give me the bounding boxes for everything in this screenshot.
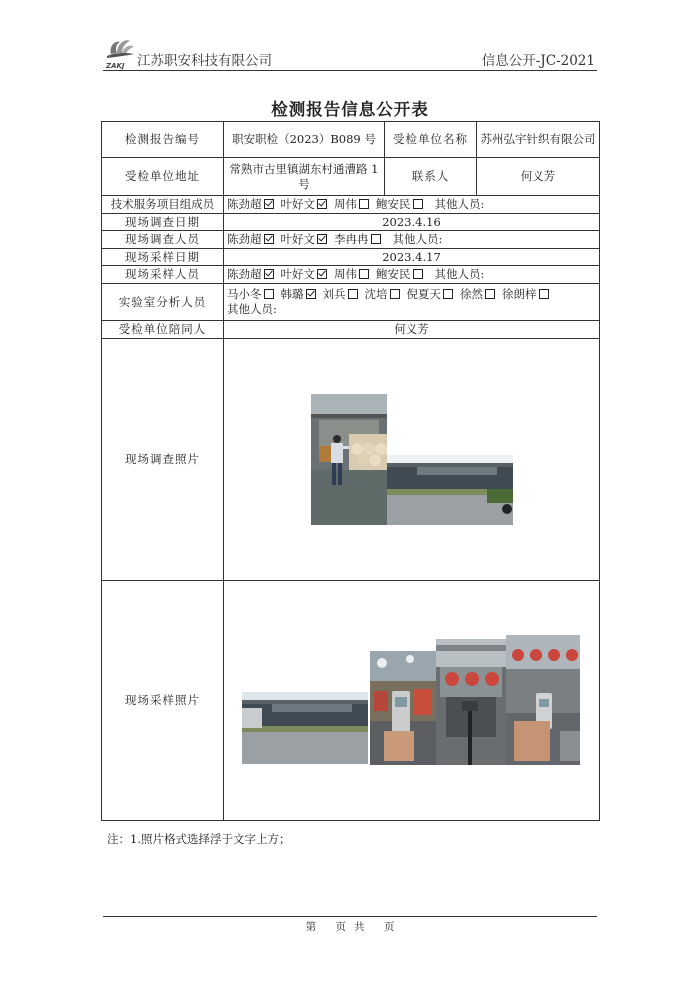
sampling-photos-cell: [224, 581, 600, 821]
tech-team-label: 技术服务项目组成员: [102, 196, 224, 214]
row-survey-date: [102, 214, 600, 231]
person-name: 周伟: [334, 267, 357, 281]
other-staff-label: 其他人员:: [227, 302, 277, 316]
person-name: 徐朗梓: [502, 287, 537, 301]
row-address: [102, 158, 600, 196]
address-label: 受检单位地址: [102, 158, 224, 196]
person-name: 倪夏天: [406, 287, 441, 301]
lab-staff-label: 实验室分析人员: [102, 284, 224, 321]
company-logo: [103, 32, 137, 70]
person-name: 李冉冉: [334, 232, 369, 246]
sampling-photos-label: 现场采样照片: [102, 581, 224, 821]
total-prefix: 共: [354, 921, 365, 933]
unchecked-checkbox[interactable]: [539, 289, 549, 299]
person-name: 刘兵: [322, 287, 346, 301]
company-name: 江苏职安科技有限公司: [137, 53, 272, 69]
footnote: 注：1.照片格式选择浮于文字上方；: [107, 832, 291, 846]
survey-staff-label: 现场调查人员: [102, 231, 224, 249]
survey-date-label: 现场调查日期: [102, 214, 224, 231]
escort-label: 受检单位陪同人: [102, 321, 224, 339]
checked-checkbox[interactable]: [264, 269, 274, 279]
info-table: [101, 121, 600, 821]
person-name: 沈培: [364, 287, 388, 301]
document-number: 信息公开-JC-2021: [481, 53, 595, 69]
unchecked-checkbox[interactable]: [359, 269, 369, 279]
sampling-staff-people: [224, 266, 600, 284]
sampling-photo-meter-1: [370, 651, 436, 765]
unchecked-checkbox[interactable]: [348, 289, 358, 299]
person-name: 鲍安民: [376, 197, 411, 211]
report-no-label: 检测报告编号: [102, 122, 224, 158]
page-unit: 页: [335, 921, 346, 933]
person-name: 马小冬: [227, 287, 262, 301]
lab-staff-people: [224, 284, 600, 321]
contact-value: 何义芳: [477, 158, 600, 196]
checked-checkbox[interactable]: [264, 199, 274, 209]
survey-staff-people: [224, 231, 600, 249]
unchecked-checkbox[interactable]: [443, 289, 453, 299]
row-lab-staff: [102, 284, 600, 321]
sampling-photo-exterior: [242, 692, 368, 764]
checked-checkbox[interactable]: [317, 234, 327, 244]
other-staff-label: 其他人员:: [434, 267, 485, 281]
survey-photos-cell: [224, 339, 600, 581]
checked-checkbox[interactable]: [264, 234, 274, 244]
person-name: 鲍安民: [376, 267, 411, 281]
row-sampling-date: [102, 249, 600, 266]
unchecked-checkbox[interactable]: [485, 289, 495, 299]
page-header: [103, 32, 597, 72]
person-name: 周伟: [334, 197, 357, 211]
survey-date-value: 2023.4.16: [224, 214, 600, 231]
svg-text:ZAKJ: ZAKJ: [106, 62, 125, 70]
escort-value: 何义芳: [224, 321, 600, 339]
unchecked-checkbox[interactable]: [413, 199, 423, 209]
checked-checkbox[interactable]: [317, 199, 327, 209]
sampling-date-label: 现场采样日期: [102, 249, 224, 266]
unit-name-value: 苏州弘宇针织有限公司: [477, 122, 600, 158]
person-name: 叶好文: [280, 267, 315, 281]
sampling-date-value: 2023.4.17: [224, 249, 600, 266]
unit-name-label: 受检单位名称: [385, 122, 477, 158]
row-tech-team: [102, 196, 600, 214]
survey-photo-exterior: [387, 455, 513, 525]
row-survey-staff: [102, 231, 600, 249]
unchecked-checkbox[interactable]: [264, 289, 274, 299]
footer-divider: [103, 916, 597, 917]
page-title: 检测报告信息公开表: [271, 100, 429, 119]
other-staff-label: 其他人员:: [392, 232, 443, 246]
row-sampling-staff: [102, 266, 600, 284]
report-no-value: 职安职检（2023）B089 号: [224, 122, 385, 158]
header-divider: [103, 70, 597, 71]
survey-photo-interior: [311, 394, 387, 525]
person-name: 徐然: [460, 287, 483, 301]
address-value: 常熟市古里镇湖东村通漕路 1 号: [224, 158, 385, 196]
row-sampling-photos: [102, 581, 600, 821]
unchecked-checkbox[interactable]: [413, 269, 423, 279]
unchecked-checkbox[interactable]: [390, 289, 400, 299]
survey-photos-label: 现场调查照片: [102, 339, 224, 581]
page-counter: [0, 919, 700, 934]
sampling-photo-meter-2: [506, 635, 580, 765]
page-prefix: 第: [305, 921, 317, 933]
sampling-staff-label: 现场采样人员: [102, 266, 224, 284]
checked-checkbox[interactable]: [306, 289, 316, 299]
row-escort: [102, 321, 600, 339]
checked-checkbox[interactable]: [317, 269, 327, 279]
unchecked-checkbox[interactable]: [371, 234, 381, 244]
person-name: 陈劲超: [227, 232, 262, 246]
other-staff-label: 其他人员:: [434, 197, 485, 211]
unchecked-checkbox[interactable]: [359, 199, 369, 209]
total-unit: 页: [383, 921, 395, 933]
person-name: 陈劲超: [227, 197, 262, 211]
sampling-photo-machine: [436, 639, 506, 765]
row-report-no: [102, 122, 600, 158]
row-survey-photos: [102, 339, 600, 581]
person-name: 陈劲超: [227, 267, 262, 281]
person-name: 韩璐: [280, 287, 304, 301]
contact-label: 联系人: [385, 158, 477, 196]
tech-team-people: [224, 196, 600, 214]
person-name: 叶好文: [280, 232, 315, 246]
person-name: 叶好文: [280, 197, 315, 211]
